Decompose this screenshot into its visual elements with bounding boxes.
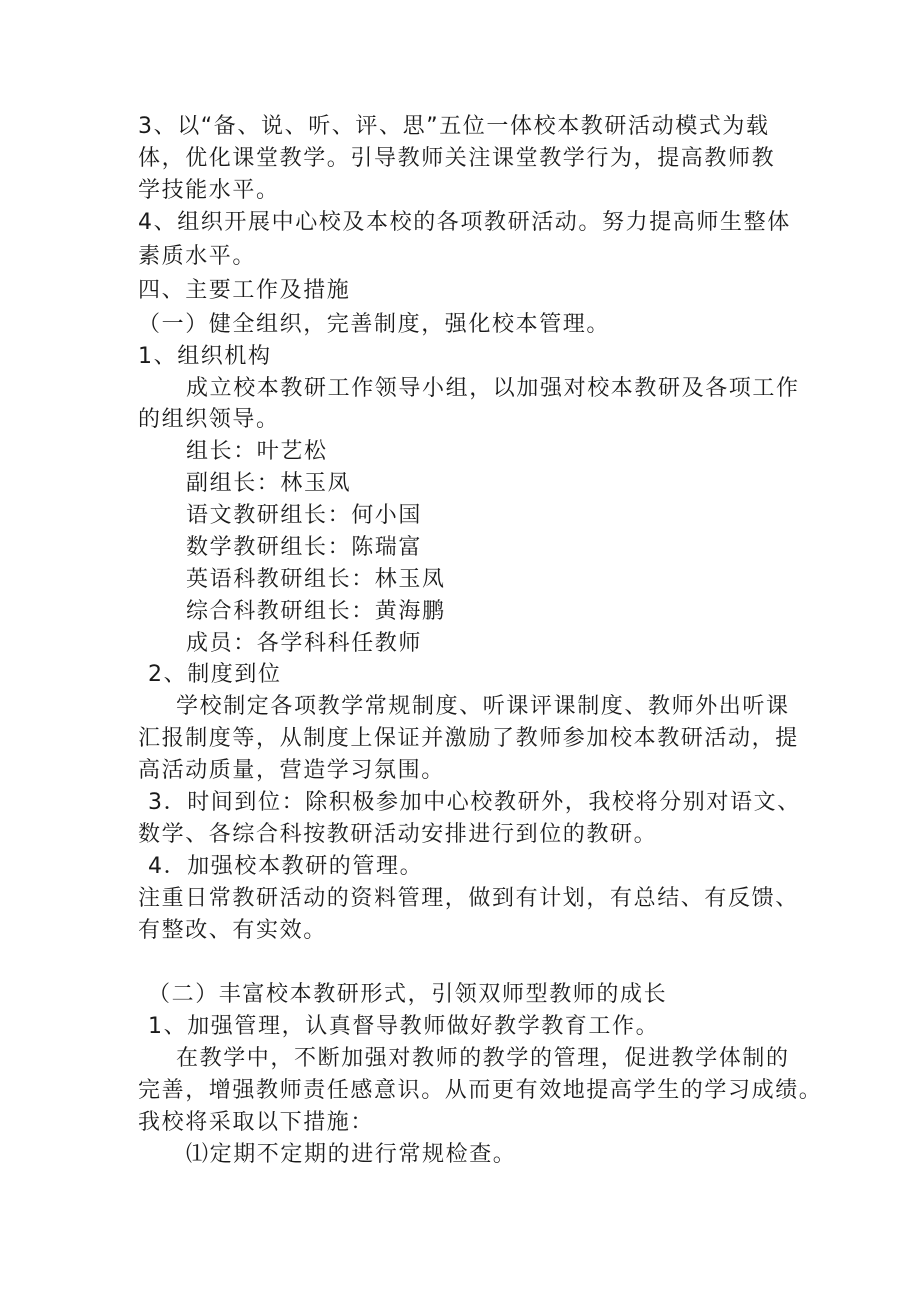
roster-line: 数学教研组长：陈瑞富: [186, 535, 423, 560]
paragraph-line: 成立校本教研工作领导小组，以加强对校本教研及各项工作: [186, 376, 800, 401]
paragraph-line: 在教学中，不断加强对教师的教学的管理，促进教学体制的: [176, 1046, 790, 1071]
paragraph-line: 3．时间到位：除积极参加中心校教研外，我校将分别对语文、: [148, 790, 801, 815]
roster-line: 副组长：林玉凤: [186, 471, 352, 496]
roster-line: 成员：各学科科任教师: [186, 631, 423, 656]
paragraph-line: 有整改、有实效。: [138, 918, 327, 943]
paragraph-line: 我校将采取以下措施：: [138, 1110, 375, 1135]
item-heading: 2、制度到位: [148, 662, 282, 687]
paragraph-line: 注重日常教研活动的资料管理，做到有计划，有总结、有反馈、: [138, 886, 799, 911]
paragraph-line: 高活动质量，营造学习氛围。: [138, 758, 445, 783]
section-heading: 四、主要工作及措施: [138, 278, 351, 303]
item-heading: 1、加强管理，认真督导教师做好教学教育工作。: [148, 1014, 660, 1039]
paragraph-line: 3、以“备、说、听、评、思”五位一体校本教研活动模式为载: [138, 114, 770, 139]
roster-line: 综合科教研组长：黄海鹏: [186, 599, 446, 624]
paragraph-line: 素质水平。: [138, 244, 257, 269]
list-item: ⑴定期不定期的进行常规检查。: [186, 1142, 517, 1167]
roster-line: 语文教研组长：何小国: [186, 503, 423, 528]
paragraph-line: 学校制定各项教学常规制度、听课评课制度、教师外出听课: [176, 694, 790, 719]
roster-line: 英语科教研组长：林玉凤: [186, 567, 446, 592]
paragraph-line: 学技能水平。: [138, 178, 280, 203]
subsection-heading: （二）丰富校本教研形式，引领双师型教师的成长: [148, 982, 668, 1007]
paragraph-line: 的组织领导。: [138, 407, 280, 432]
subsection-heading: （一）健全组织，完善制度，强化校本管理。: [138, 312, 611, 337]
paragraph-line: 4、组织开展中心校及本校的各项教研活动。努力提高师生整体: [138, 210, 791, 235]
paragraph-line: 数学、各综合科按教研活动安排进行到位的教研。: [138, 822, 658, 847]
paragraph-line: 完善，增强教师责任感意识。从而更有效地提高学生的学习成绩。: [138, 1078, 823, 1103]
item-heading: 1、组织机构: [138, 344, 272, 369]
paragraph-line: 体，优化课堂教学。引导教师关注课堂教学行为，提高教师教: [138, 146, 776, 171]
item-heading: 4．加强校本教研的管理。: [148, 854, 424, 879]
paragraph-line: 汇报制度等，从制度上保证并激励了教师参加校本教研活动，提: [138, 726, 799, 751]
roster-line: 组长：叶艺松: [186, 439, 328, 464]
